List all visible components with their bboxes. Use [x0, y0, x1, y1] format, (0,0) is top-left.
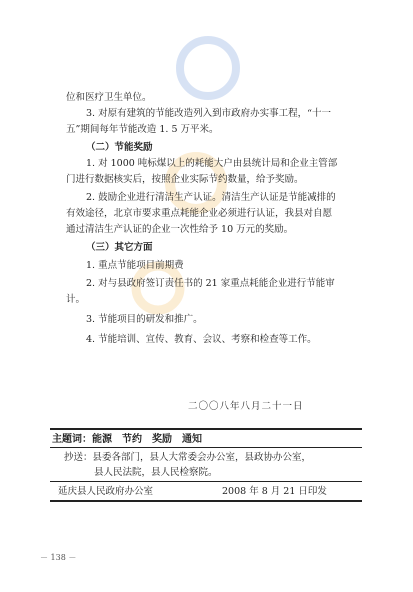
s3-item3: 3. 节能项目的研发和推广。 [86, 314, 203, 325]
issuer-office: 延庆县人民政府办公室 [58, 486, 154, 497]
s3-item4: 4. 节能培训、宣传、教育、会议、考察和检查等工作。 [86, 334, 317, 345]
item3-line-1: 3. 对原有建筑的节能改造列入到市政府办实事工程，“十一 [86, 108, 331, 119]
section2-heading: （二）节能奖励 [86, 142, 153, 153]
print-date: 2008 年 8 月 21 日印发 [222, 486, 327, 497]
body-line-1: 位和医疗卫生单位。 [66, 92, 152, 103]
s3-item2-line-2: 计。 [66, 294, 86, 305]
s2-item2-line-1: 2. 鼓励企业进行清洁生产认证。清洁生产认证是节能减排的 [86, 192, 336, 203]
signature-date: 二〇〇八年八月二十一日 [188, 401, 304, 412]
cc-line-2: 县人民法院，县人民检察院。 [94, 467, 218, 478]
footer-rule-bottom [50, 500, 362, 502]
s3-item2-line-1: 2. 对与县政府签订责任书的 21 家重点耗能企业进行节能审 [86, 278, 335, 289]
footer-rule-1 [50, 447, 362, 448]
s3-item1: 1. 重点节能项目前期费 [86, 260, 184, 271]
keywords-line: 主题词：能源 节约 奖励 通知 [52, 434, 202, 445]
s2-item2-line-2: 有效途径，北京市要求重点耗能企业必须进行认证，我县对自愿 [66, 208, 333, 219]
footer-rule-2 [50, 481, 362, 482]
item3-line-2: 五”期间每年节能改造 1. 5 万平米。 [66, 124, 219, 135]
cc-line-1: 抄送：县委各部门，县人大常委会办公室，县政协办公室， [64, 452, 312, 463]
s2-item2-line-3: 通过清洁生产认证的企业一次性给予 10 万元的奖励。 [66, 224, 294, 235]
s2-item1-line-2: 门进行数据核实后，按照企业实际节约数量，给予奖励。 [66, 174, 304, 185]
s2-item1-line-1: 1. 对 1000 吨标煤以上的耗能大户由县统计局和企业主管部 [86, 158, 338, 169]
page-number: － 138 － [40, 553, 77, 562]
section3-heading: （三）其它方面 [86, 242, 153, 253]
footer-rule-top [50, 428, 362, 430]
